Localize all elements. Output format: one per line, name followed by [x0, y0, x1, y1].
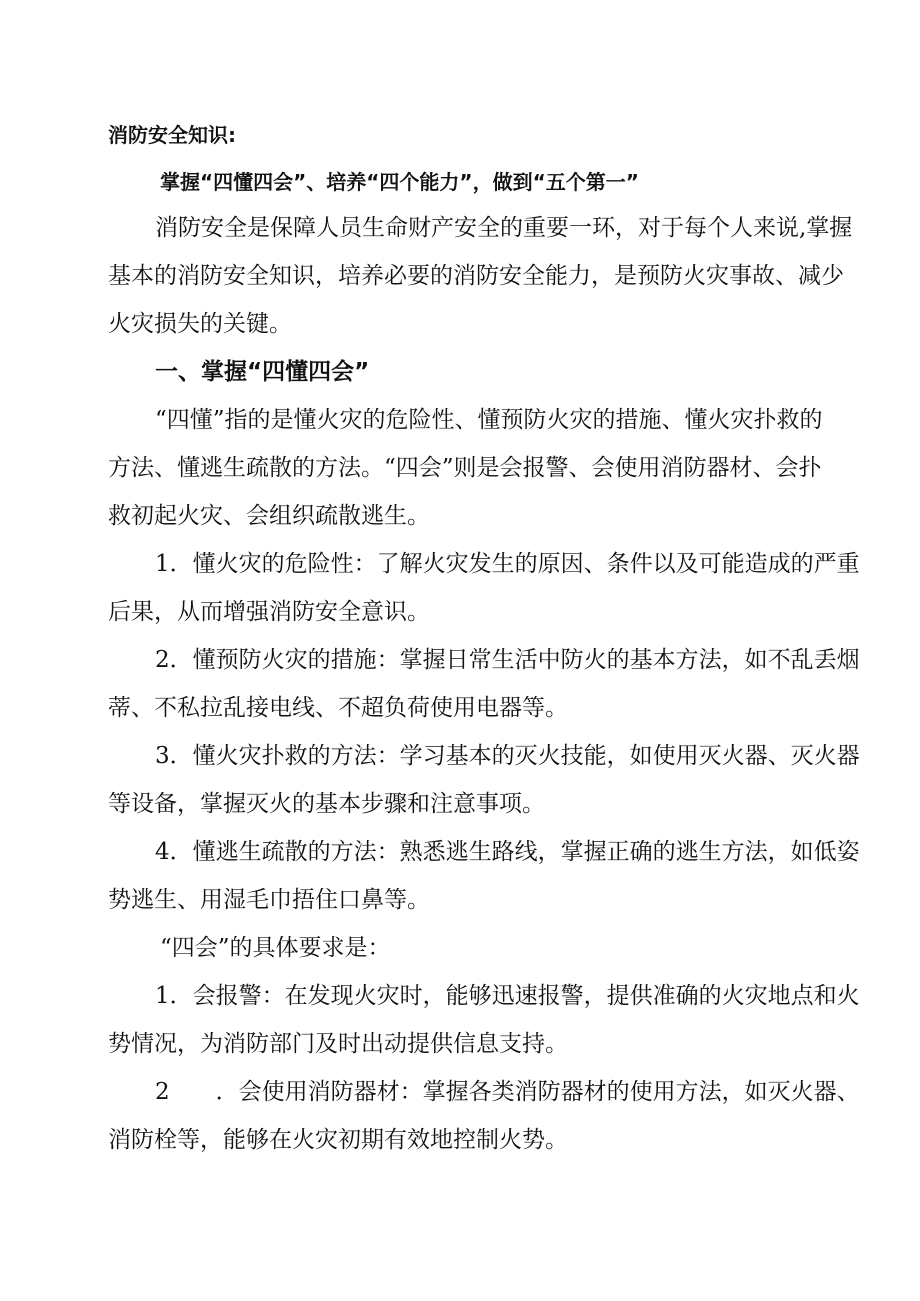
intro-line-2: 基本的消防安全知识，培养必要的消防安全能力，是预防火灾事故、减少	[108, 263, 844, 289]
dong-item-1-line-2: 后果，从而增强消防安全意识。	[108, 599, 430, 625]
dong-item-1-line-1: 1．懂火灾的危险性：了解火灾发生的原因、条件以及可能造成的严重	[155, 551, 860, 577]
section-1-title: 一、掌握“四懂四会”	[155, 359, 370, 385]
hui-item-1-line-2: 势情况，为消防部门及时出动提供信息支持。	[108, 1031, 568, 1057]
dong-item-3-line-1: 3．懂火灾扑救的方法：学习基本的灭火技能，如使用灭火器、灭火器	[155, 743, 860, 769]
dong-item-4-line-2: 势逃生、用湿毛巾捂住口鼻等。	[108, 887, 430, 913]
hui-item-1-line-1: 1．会报警：在发现火灾时，能够迅速报警，提供准确的火灾地点和火	[155, 983, 860, 1009]
dong-item-3-line-2: 等设备，掌握灭火的基本步骤和注意事项。	[108, 791, 545, 817]
section-1-para-line-3: 救初起火灾、会组织疏散逃生。	[108, 503, 430, 529]
intro-line-3: 火灾损失的关键。	[108, 311, 292, 337]
hui-intro: “四会”的具体要求是：	[160, 935, 391, 961]
section-1-para-line-2: 方法、懂逃生疏散的方法。“四会”则是会报警、会使用消防器材、会扑	[108, 455, 822, 481]
dong-item-2-line-1: 2．懂预防火灾的措施：掌握日常生活中防火的基本方法，如不乱丢烟	[155, 647, 860, 673]
dong-item-2-line-2: 蒂、不私拉乱接电线、不超负荷使用电器等。	[108, 695, 568, 721]
hui-item-2-line-2: 消防栓等，能够在火灾初期有效地控制火势。	[108, 1127, 568, 1153]
section-1-para-line-1: “四懂”指的是懂火灾的危险性、懂预防火灾的措施、懂火灾扑救的	[155, 407, 823, 433]
document-subtitle: 掌握“四懂四会”、培养“四个能力”，做到“五个第一”	[160, 170, 639, 194]
intro-line-1: 消防安全是保障人员生命财产安全的重要一环，对于每个人来说,掌握	[155, 215, 853, 241]
document-heading: 消防安全知识:	[108, 123, 236, 147]
hui-item-2-line-1: 2 ．会使用消防器材：掌握各类消防器材的使用方法，如灭火器、	[155, 1079, 860, 1105]
dong-item-4-line-1: 4．懂逃生疏散的方法：熟悉逃生路线，掌握正确的逃生方法，如低姿	[155, 839, 860, 865]
